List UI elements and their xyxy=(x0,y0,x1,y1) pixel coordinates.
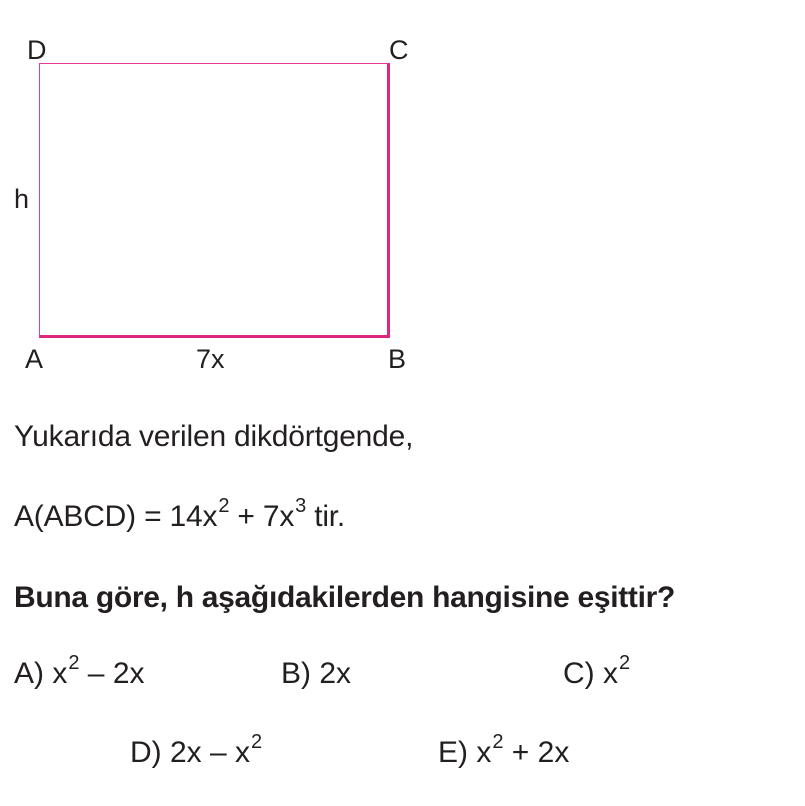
intro-text: Yukarıda verilen dikdörtgende, xyxy=(14,420,414,453)
option-d-exponent: 2 xyxy=(251,731,263,753)
area-formula xyxy=(14,495,346,533)
vertex-label-a: A xyxy=(25,344,44,374)
option-b[interactable] xyxy=(281,659,351,689)
option-a-label: A) x xyxy=(14,657,68,690)
vertex-label-d: D xyxy=(27,35,47,65)
option-a-rest: – 2x xyxy=(79,657,145,690)
option-d-label: D) 2x – x xyxy=(130,736,251,769)
vertex-label-b: B xyxy=(388,344,407,374)
option-c[interactable] xyxy=(563,652,631,690)
area-prefix: A(ABCD) = 14x xyxy=(14,500,218,533)
vertex-label-c: C xyxy=(389,35,409,65)
option-a[interactable] xyxy=(14,652,145,690)
question-text: Buna göre, h aşağıdakilerden hangisine eşittir? xyxy=(14,581,676,614)
area-exponent-1: 2 xyxy=(218,495,230,517)
option-b-label: B) 2x xyxy=(281,657,352,690)
option-c-exponent: 2 xyxy=(619,652,631,674)
rectangle-abcd xyxy=(39,63,390,338)
base-label: 7x xyxy=(196,344,225,374)
area-exponent-2: 3 xyxy=(295,495,307,517)
height-label: h xyxy=(14,184,30,214)
option-e-rest: + 2x xyxy=(503,736,570,769)
area-mid: + 7x xyxy=(229,500,295,533)
option-c-label: C) x xyxy=(563,657,618,690)
option-e-exponent: 2 xyxy=(492,731,504,753)
option-d[interactable] xyxy=(130,731,263,769)
option-e-label: E) x xyxy=(438,736,492,769)
option-a-exponent: 2 xyxy=(68,652,80,674)
area-suffix: tir. xyxy=(306,500,346,533)
option-e[interactable] xyxy=(438,731,570,769)
